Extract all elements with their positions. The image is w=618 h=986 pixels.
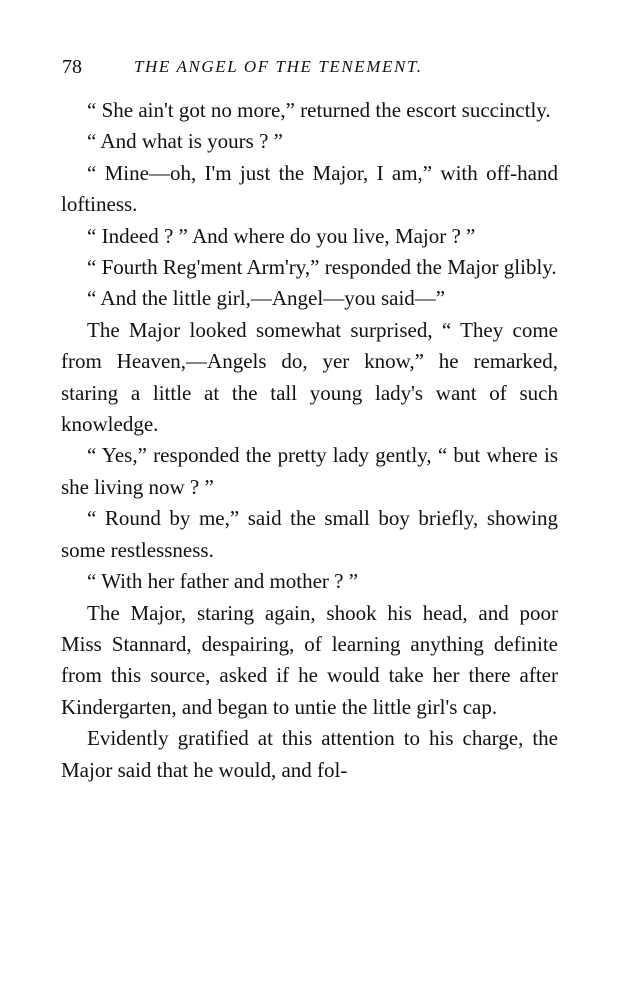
paragraph: “ And what is yours ? ” [87, 129, 283, 154]
paragraph: “ And the little girl,—Angel—you said—” [87, 286, 446, 311]
paragraph: “ Mine—oh, I'm just the Major, I am,” with off-hand loftiness. [61, 160, 558, 217]
book-title: THE ANGEL OF THE TENEMENT. [134, 57, 423, 76]
paragraph: Evidently gratified at this attention to his charge, the Major said that he would, and fol- [61, 726, 558, 782]
paragraph: “ She ain't got no more,” returned the escort succinctly. [87, 98, 551, 122]
paragraph: “ Yes,” responded the pretty lady gently, “ but where is she living now ? ” [61, 443, 558, 499]
paragraph: “ With her father and mother ? ” [87, 569, 359, 594]
paragraph: The Major looked somewhat surprised, “ They come from Heaven,—Angels do, yer know,” he remarked, staring a little at the tall young lady's want of such knowledge. [61, 317, 558, 437]
paragraph: The Major, staring again, shook his head, and poor Miss Stannard, despairing, of learning anything definite from this source, asked if he would take her there after Kindergarten, and began to untie the little girl's cap. [61, 600, 558, 719]
paragraph: “ Indeed ? ” And where do you live, Major ? ” [87, 223, 476, 248]
page-number: 78 [62, 56, 82, 78]
paragraph: “ Round by me,” said the small boy briefly, showing some restlessness. [61, 506, 558, 562]
running-head [62, 54, 562, 80]
body-text [61, 95, 558, 786]
paragraph: “ Fourth Reg'ment Arm'ry,” responded the Major glibly. [87, 255, 557, 280]
